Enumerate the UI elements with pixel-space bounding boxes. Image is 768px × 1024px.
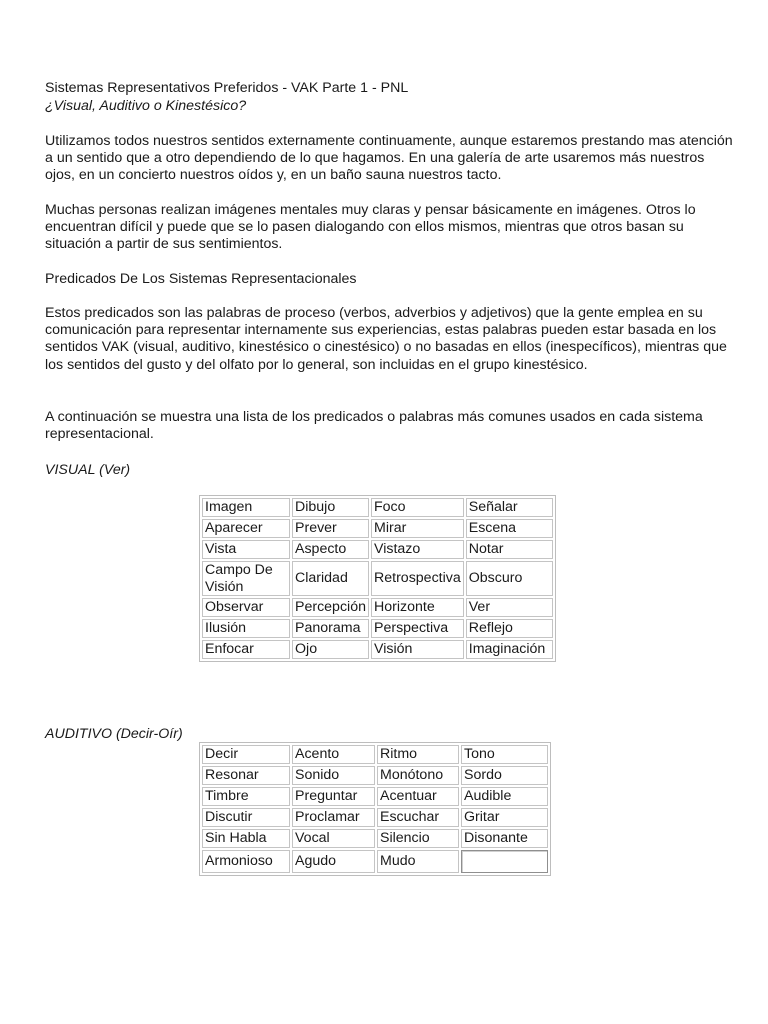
table-cell: Claridad xyxy=(292,561,369,596)
table-cell: Sonido xyxy=(292,766,375,785)
paragraph-predicados: Estos predicados son las palabras de proceso (verbos, adverbios y adjetivos) que la gente emplea en su comunicación para representar internamente sus experiencias, estas palabras pueden estar basada en los sentidos VAK (visual, auditivo, kinestésico o cinestésico) o no basadas en ellos (inespecíficos), mientras que los sentidos del gusto y del olfato por lo general, son incluidas en el grupo kinestésico. xyxy=(45,305,727,373)
table-cell: Obscuro xyxy=(466,561,553,596)
table-row xyxy=(202,766,548,785)
table-cell: Mudo xyxy=(377,850,459,873)
table-cell: Silencio xyxy=(377,829,459,848)
paragraph-intro: Utilizamos todos nuestros sentidos externamente continuamente, aunque estaremos prestando mas atención a un sentido que a otro dependiendo de lo que hagamos. En una galería de arte usaremos más nuestros ojos, en un concierto nuestros oídos y, en un baño sauna nuestros tacto. xyxy=(45,133,733,184)
table-cell: Dibujo xyxy=(292,498,369,517)
table-cell: Agudo xyxy=(292,850,375,873)
table-cell: Enfocar xyxy=(202,640,290,659)
table-cell: Discutir xyxy=(202,808,290,827)
table-cell: Prever xyxy=(292,519,369,538)
section-heading-predicados: Predicados De Los Sistemas Representacionales xyxy=(45,271,357,287)
document-subtitle: ¿Visual, Auditivo o Kinestésico? xyxy=(45,97,247,114)
table-row xyxy=(202,829,548,848)
table-row xyxy=(202,561,553,596)
table-cell: Notar xyxy=(466,540,553,559)
table-cell: Sordo xyxy=(461,766,548,785)
table-cell: Percepción xyxy=(292,598,369,617)
table-cell: Imaginación xyxy=(466,640,553,659)
table-cell: Sin Habla xyxy=(202,829,290,848)
table-cell: Disonante xyxy=(461,829,548,848)
visual-heading: VISUAL (Ver) xyxy=(45,462,131,478)
table-cell: Campo De Visión xyxy=(202,561,290,596)
table-row xyxy=(202,498,553,517)
table-cell: Gritar xyxy=(461,808,548,827)
table-row xyxy=(202,519,553,538)
table-row xyxy=(202,598,553,617)
table-cell: Acento xyxy=(292,745,375,764)
table-cell: Acentuar xyxy=(377,787,459,806)
table-cell: Vistazo xyxy=(371,540,464,559)
table-cell: Tono xyxy=(461,745,548,764)
table-cell: Foco xyxy=(371,498,464,517)
table-cell: Decir xyxy=(202,745,290,764)
table-cell: Señalar xyxy=(466,498,553,517)
table-row xyxy=(202,787,548,806)
table-cell: Reflejo xyxy=(466,619,553,638)
table-cell: Aparecer xyxy=(202,519,290,538)
table-cell: Observar xyxy=(202,598,290,617)
table-cell: Ojo xyxy=(292,640,369,659)
table-cell: Audible xyxy=(461,787,548,806)
table-cell: Retrospectiva xyxy=(371,561,464,596)
table-cell: Vista xyxy=(202,540,290,559)
paragraph-list-intro: A continuación se muestra una lista de los predicados o palabras más comunes usados en cada sistema representacional. xyxy=(45,409,703,443)
table-cell: Visión xyxy=(371,640,464,659)
table-cell: Vocal xyxy=(292,829,375,848)
empty-table-cell xyxy=(461,850,548,873)
table-row xyxy=(202,850,548,873)
table-cell: Imagen xyxy=(202,498,290,517)
table-cell: Proclamar xyxy=(292,808,375,827)
table-row xyxy=(202,540,553,559)
table-cell: Armonioso xyxy=(202,850,290,873)
table-row xyxy=(202,640,553,659)
paragraph-mental-images: Muchas personas realizan imágenes mentales muy claras y pensar básicamente en imágenes. Otros lo encuentran difícil y puede que se lo pasen dialogando con ellos mismos, mientras que otros basan su situación a partir de sus sentimientos. xyxy=(45,202,696,253)
table-cell: Escena xyxy=(466,519,553,538)
table-row xyxy=(202,808,548,827)
table-cell: Panorama xyxy=(292,619,369,638)
table-cell: Perspectiva xyxy=(371,619,464,638)
table-cell: Ver xyxy=(466,598,553,617)
table-cell: Preguntar xyxy=(292,787,375,806)
table-cell: Monótono xyxy=(377,766,459,785)
table-row xyxy=(202,745,548,764)
table-cell: Ilusión xyxy=(202,619,290,638)
table-cell: Mirar xyxy=(371,519,464,538)
document-title-block xyxy=(45,80,408,115)
table-cell: Horizonte xyxy=(371,598,464,617)
auditivo-table xyxy=(199,742,551,876)
table-cell: Ritmo xyxy=(377,745,459,764)
table-cell: Timbre xyxy=(202,787,290,806)
table-cell: Resonar xyxy=(202,766,290,785)
document-title: Sistemas Representativos Preferidos - VAK Parte 1 - PNL xyxy=(45,80,409,96)
auditivo-heading: AUDITIVO (Decir-Oír) xyxy=(45,726,183,742)
visual-table xyxy=(199,495,556,662)
table-row xyxy=(202,619,553,638)
table-cell: Aspecto xyxy=(292,540,369,559)
table-cell: Escuchar xyxy=(377,808,459,827)
